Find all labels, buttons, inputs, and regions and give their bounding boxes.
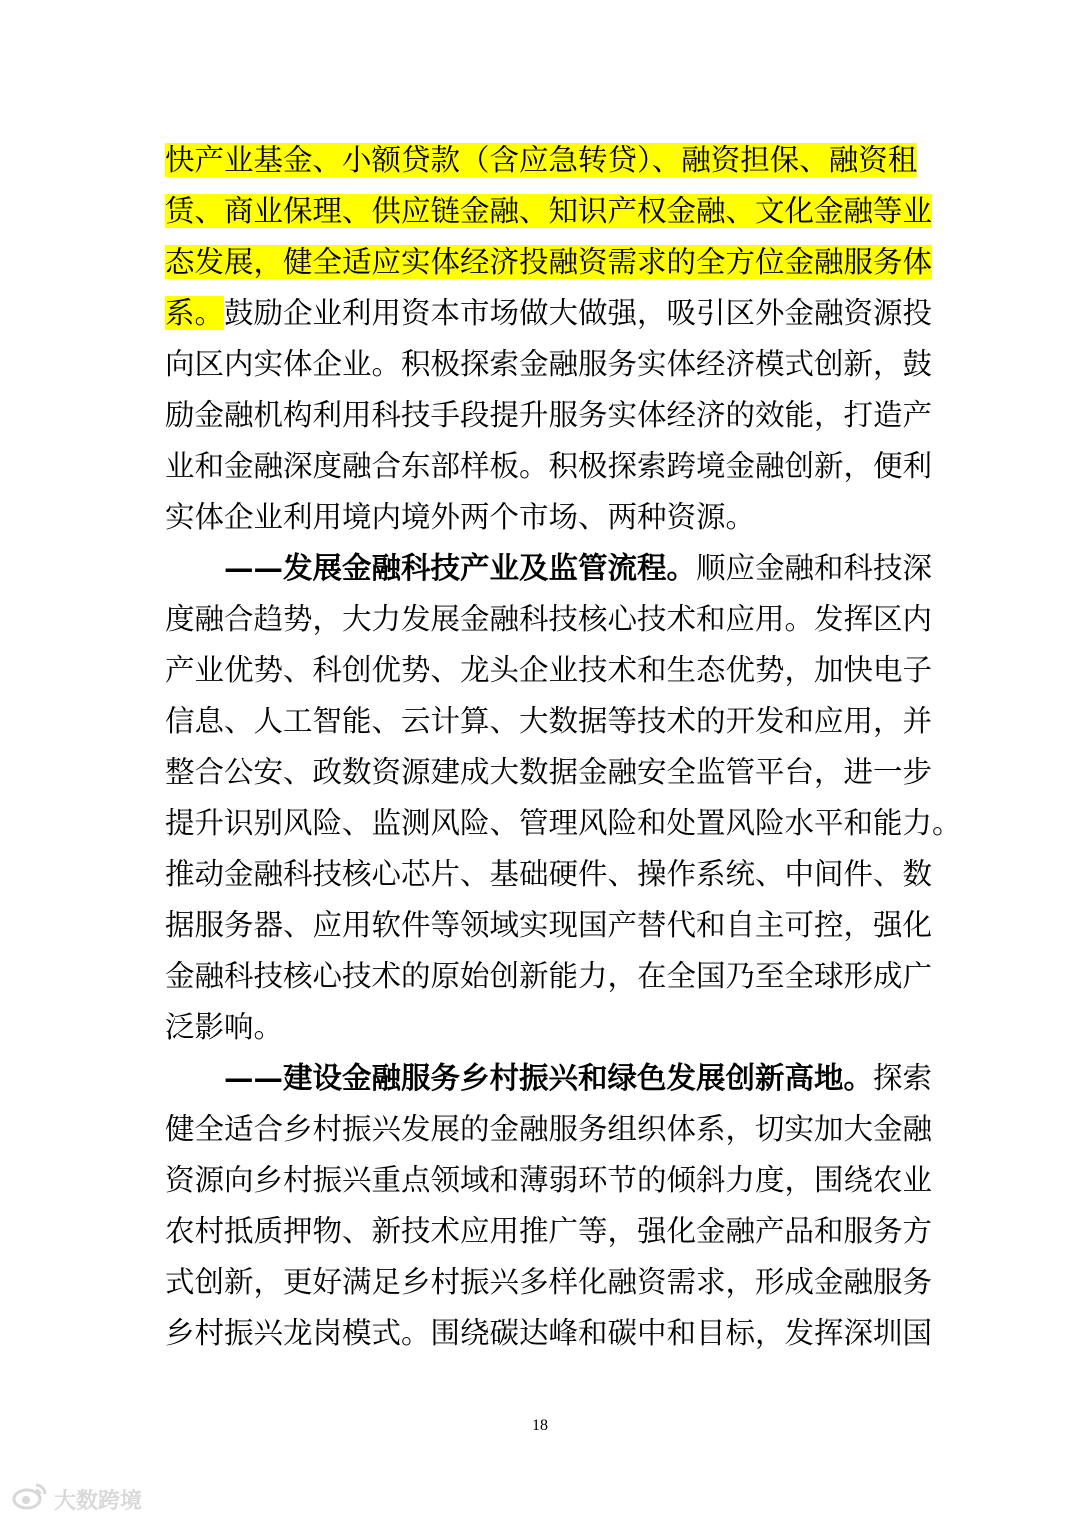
- paragraph-2-line-2: 度融合趋势，大力发展金融科技核心技术和应用。发挥区内: [165, 602, 933, 636]
- body-text: 顺应金融和科技深: [696, 551, 933, 585]
- watermark: [12, 1482, 142, 1516]
- paragraph-2-line-3: 产业优势、科创优势、龙头企业技术和生态优势，加快电子: [165, 653, 933, 687]
- paragraph-1-line-3: [165, 240, 933, 284]
- paragraph-2-line-8: 据服务器、应用软件等领域实现国产替代和自主可控，强化: [165, 908, 933, 942]
- paragraph-1-line-2: [165, 189, 933, 233]
- paragraph-3-line-6: 乡村振兴龙岗模式。围绕碳达峰和碳中和目标，发挥深圳国: [165, 1316, 933, 1350]
- section-heading: ——发展金融科技产业及监管流程。: [224, 550, 697, 585]
- paragraph-1-line-6: 励金融机构利用科技手段提升服务实体经济的效能，打造产: [165, 398, 933, 432]
- paragraph-3-line-1: [165, 1056, 933, 1100]
- paragraph-2-line-9: 金融科技核心技术的原始创新能力，在全国乃至全球形成广: [165, 959, 933, 993]
- highlighted-text: 态发展，健全适应实体经济投融资需求的全方位金融服务体: [165, 245, 933, 279]
- paragraph-3-line-3: 资源向乡村振兴重点领域和薄弱环节的倾斜力度，围绕农业: [165, 1163, 933, 1197]
- paragraph-2-line-4: 信息、人工智能、云计算、大数据等技术的开发和应用，并: [165, 704, 933, 738]
- watermark-text: 大数跨境: [54, 1488, 143, 1514]
- paragraph-3-line-2: 健全适合乡村振兴发展的金融服务组织体系，切实加大金融: [165, 1112, 933, 1146]
- paragraph-1-line-5: 向区内实体企业。积极探索金融服务实体经济模式创新，鼓: [165, 347, 933, 381]
- paragraph-1-line-1: [165, 138, 917, 182]
- highlighted-text: 赁、商业保理、供应链金融、知识产权金融、文化金融等业: [165, 194, 933, 228]
- body-text: 探索: [873, 1061, 933, 1095]
- paragraph-1-line-4: [165, 291, 933, 335]
- paragraph-2-line-7: 推动金融科技核心芯片、基础硬件、操作系统、中间件、数: [165, 857, 933, 891]
- paragraph-1-line-7: 业和金融深度融合东部样板。积极探索跨境金融创新，便利: [165, 449, 933, 483]
- section-heading: ——建设金融服务乡村振兴和绿色发展创新高地。: [224, 1060, 874, 1095]
- weibo-logo-icon: [12, 1481, 48, 1517]
- body-text: 鼓励企业利用资本市场做大做强，吸引区外金融资源投: [224, 296, 933, 330]
- highlighted-text: 系。: [165, 296, 225, 330]
- paragraph-2-line-5: 整合公安、政数资源建成大数据金融安全监管平台，进一步: [165, 755, 933, 789]
- paragraph-1-line-8: 实体企业利用境内境外两个市场、两种资源。: [165, 500, 756, 534]
- paragraph-2-line-10: 泛影响。: [165, 1010, 284, 1044]
- paragraph-3-line-5: 式创新，更好满足乡村振兴多样化融资需求，形成金融服务: [165, 1265, 933, 1299]
- paragraph-2-line-6: 提升识别风险、监测风险、管理风险和处置风险水平和能力。: [165, 806, 962, 840]
- paragraph-2-line-1: [165, 546, 933, 590]
- paragraph-3-line-4: 农村抵质押物、新技术应用推广等，强化金融产品和服务方: [165, 1214, 933, 1248]
- highlighted-text: 快产业基金、小额贷款（含应急转贷）、融资担保、融资租: [165, 143, 918, 177]
- page-number: 18: [532, 1417, 548, 1434]
